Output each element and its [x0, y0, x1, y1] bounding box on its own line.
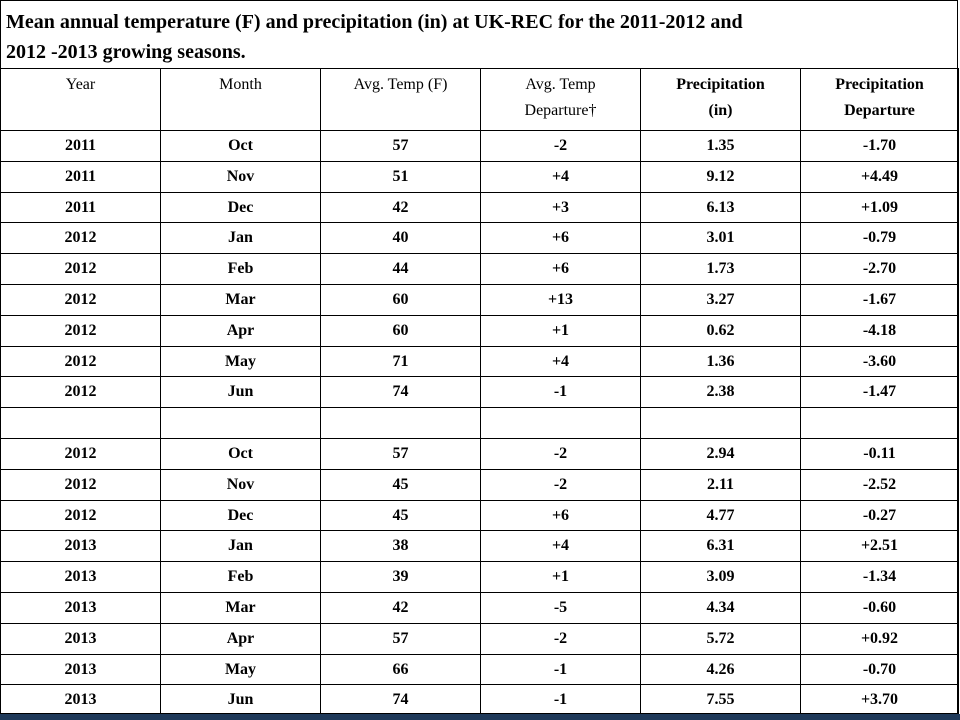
- cell-precipitation: 3.27: [641, 284, 801, 315]
- table-body: [1, 131, 959, 716]
- cell-precipitation-departure: [801, 408, 959, 439]
- table-row: [1, 654, 959, 685]
- cell-year: 2013: [1, 654, 161, 685]
- cell-month: Nov: [161, 469, 321, 500]
- header-precipitation: [641, 69, 801, 131]
- cell-avg-temp: 39: [321, 562, 481, 593]
- cell-avg-temp: 74: [321, 377, 481, 408]
- cell-year: 2012: [1, 469, 161, 500]
- cell-precipitation-departure: -1.67: [801, 284, 959, 315]
- cell-precipitation: 3.09: [641, 562, 801, 593]
- cell-month: Dec: [161, 500, 321, 531]
- cell-temp-departure: +4: [481, 346, 641, 377]
- cell-precipitation: 5.72: [641, 623, 801, 654]
- cell-year: 2012: [1, 223, 161, 254]
- cell-month: Jun: [161, 685, 321, 716]
- cell-avg-temp: 45: [321, 500, 481, 531]
- cell-precipitation-departure: +2.51: [801, 531, 959, 562]
- table-row: [1, 408, 959, 439]
- cell-month: Feb: [161, 562, 321, 593]
- cell-avg-temp: 44: [321, 254, 481, 285]
- header-precipitation-departure: [801, 69, 959, 131]
- cell-year: 2012: [1, 438, 161, 469]
- header-temp-departure-line2: Departure†: [524, 102, 597, 119]
- header-precipitation-line2: (in): [708, 102, 733, 119]
- cell-month: Dec: [161, 192, 321, 223]
- header-month: Month: [161, 69, 321, 131]
- cell-avg-temp: [321, 408, 481, 439]
- table-row: [1, 623, 959, 654]
- table-row: [1, 500, 959, 531]
- table-row: [1, 131, 959, 162]
- cell-avg-temp: 51: [321, 161, 481, 192]
- cell-precipitation: 9.12: [641, 161, 801, 192]
- cell-precipitation: 2.38: [641, 377, 801, 408]
- cell-year: 2012: [1, 254, 161, 285]
- cell-precipitation-departure: -3.60: [801, 346, 959, 377]
- cell-year: 2011: [1, 192, 161, 223]
- cell-month: Apr: [161, 315, 321, 346]
- cell-temp-departure: +6: [481, 223, 641, 254]
- cell-year: 2012: [1, 315, 161, 346]
- cell-temp-departure: +3: [481, 192, 641, 223]
- table-row: [1, 161, 959, 192]
- cell-year: 2013: [1, 531, 161, 562]
- cell-temp-departure: -2: [481, 623, 641, 654]
- header-avg-temp: Avg. Temp (F): [321, 69, 481, 131]
- table-row: [1, 438, 959, 469]
- cell-temp-departure: +6: [481, 254, 641, 285]
- cell-precipitation-departure: -1.70: [801, 131, 959, 162]
- cell-avg-temp: 57: [321, 131, 481, 162]
- cell-precipitation: 1.73: [641, 254, 801, 285]
- header-precipitation-line1: Precipitation: [676, 76, 765, 93]
- cell-precipitation-departure: -4.18: [801, 315, 959, 346]
- cell-month: Jan: [161, 223, 321, 254]
- cell-month: [161, 408, 321, 439]
- cell-precipitation: 1.35: [641, 131, 801, 162]
- cell-temp-departure: -2: [481, 131, 641, 162]
- cell-temp-departure: +1: [481, 562, 641, 593]
- cell-precipitation: 0.62: [641, 315, 801, 346]
- cell-temp-departure: +13: [481, 284, 641, 315]
- cell-year: 2012: [1, 500, 161, 531]
- cell-precipitation: 4.26: [641, 654, 801, 685]
- table-row: [1, 284, 959, 315]
- cell-temp-departure: -2: [481, 438, 641, 469]
- cell-year: 2013: [1, 685, 161, 716]
- cell-avg-temp: 74: [321, 685, 481, 716]
- bottom-accent-bar: [0, 714, 960, 720]
- cell-precipitation-departure: -0.70: [801, 654, 959, 685]
- cell-precipitation-departure: -0.27: [801, 500, 959, 531]
- cell-month: Apr: [161, 623, 321, 654]
- cell-temp-departure: [481, 408, 641, 439]
- cell-temp-departure: -1: [481, 377, 641, 408]
- header-precipitation-departure-line1: Precipitation: [835, 76, 924, 93]
- cell-precipitation: 6.31: [641, 531, 801, 562]
- cell-temp-departure: +6: [481, 500, 641, 531]
- cell-temp-departure: -5: [481, 592, 641, 623]
- header-precipitation-departure-line2: Departure: [844, 102, 915, 119]
- cell-avg-temp: 40: [321, 223, 481, 254]
- cell-avg-temp: 38: [321, 531, 481, 562]
- cell-avg-temp: 57: [321, 438, 481, 469]
- table-row: [1, 531, 959, 562]
- cell-precipitation-departure: -1.34: [801, 562, 959, 593]
- cell-avg-temp: 71: [321, 346, 481, 377]
- table-row: [1, 192, 959, 223]
- cell-precipitation: 4.34: [641, 592, 801, 623]
- cell-precipitation-departure: +4.49: [801, 161, 959, 192]
- cell-month: Jun: [161, 377, 321, 408]
- cell-precipitation: 2.11: [641, 469, 801, 500]
- cell-temp-departure: +4: [481, 161, 641, 192]
- cell-precipitation: 3.01: [641, 223, 801, 254]
- cell-precipitation-departure: -0.11: [801, 438, 959, 469]
- cell-precipitation: [641, 408, 801, 439]
- header-row: [1, 69, 959, 131]
- cell-precipitation: 6.13: [641, 192, 801, 223]
- cell-temp-departure: +1: [481, 315, 641, 346]
- table-row: [1, 592, 959, 623]
- cell-avg-temp: 57: [321, 623, 481, 654]
- table-row: [1, 346, 959, 377]
- cell-precipitation: 2.94: [641, 438, 801, 469]
- cell-year: [1, 408, 161, 439]
- cell-month: Feb: [161, 254, 321, 285]
- cell-month: Jan: [161, 531, 321, 562]
- title-line-2: 2012 -2013 growing seasons.: [6, 41, 246, 63]
- cell-month: Mar: [161, 592, 321, 623]
- table-title: [6, 7, 946, 67]
- cell-avg-temp: 42: [321, 192, 481, 223]
- cell-year: 2011: [1, 161, 161, 192]
- cell-year: 2013: [1, 623, 161, 654]
- header-temp-departure-line1: Avg. Temp: [525, 76, 596, 93]
- table-row: [1, 254, 959, 285]
- cell-month: Mar: [161, 284, 321, 315]
- cell-precipitation-departure: +3.70: [801, 685, 959, 716]
- cell-precipitation: 4.77: [641, 500, 801, 531]
- table-row: [1, 315, 959, 346]
- cell-precipitation: 7.55: [641, 685, 801, 716]
- cell-avg-temp: 42: [321, 592, 481, 623]
- cell-precipitation-departure: -0.79: [801, 223, 959, 254]
- cell-temp-departure: +4: [481, 531, 641, 562]
- cell-avg-temp: 60: [321, 315, 481, 346]
- cell-year: 2012: [1, 284, 161, 315]
- title-line-1: Mean annual temperature (F) and precipitation (in) at UK-REC for the 2011-2012 and: [6, 11, 743, 33]
- table-row: [1, 223, 959, 254]
- cell-month: Nov: [161, 161, 321, 192]
- cell-month: Oct: [161, 438, 321, 469]
- cell-precipitation-departure: -0.60: [801, 592, 959, 623]
- cell-avg-temp: 60: [321, 284, 481, 315]
- cell-year: 2012: [1, 346, 161, 377]
- header-temp-departure: [481, 69, 641, 131]
- cell-precipitation-departure: -2.70: [801, 254, 959, 285]
- cell-precipitation-departure: -1.47: [801, 377, 959, 408]
- cell-temp-departure: -1: [481, 685, 641, 716]
- cell-year: 2011: [1, 131, 161, 162]
- cell-year: 2013: [1, 562, 161, 593]
- header-year: Year: [1, 69, 161, 131]
- table-row: [1, 562, 959, 593]
- cell-year: 2012: [1, 377, 161, 408]
- cell-precipitation: 1.36: [641, 346, 801, 377]
- cell-avg-temp: 45: [321, 469, 481, 500]
- cell-month: May: [161, 346, 321, 377]
- cell-month: May: [161, 654, 321, 685]
- cell-precipitation-departure: +1.09: [801, 192, 959, 223]
- table-row: [1, 685, 959, 716]
- table-row: [1, 469, 959, 500]
- cell-temp-departure: -2: [481, 469, 641, 500]
- cell-avg-temp: 66: [321, 654, 481, 685]
- cell-temp-departure: -1: [481, 654, 641, 685]
- cell-month: Oct: [161, 131, 321, 162]
- cell-precipitation-departure: +0.92: [801, 623, 959, 654]
- climate-table: [0, 68, 959, 716]
- cell-year: 2013: [1, 592, 161, 623]
- cell-precipitation-departure: -2.52: [801, 469, 959, 500]
- table-row: [1, 377, 959, 408]
